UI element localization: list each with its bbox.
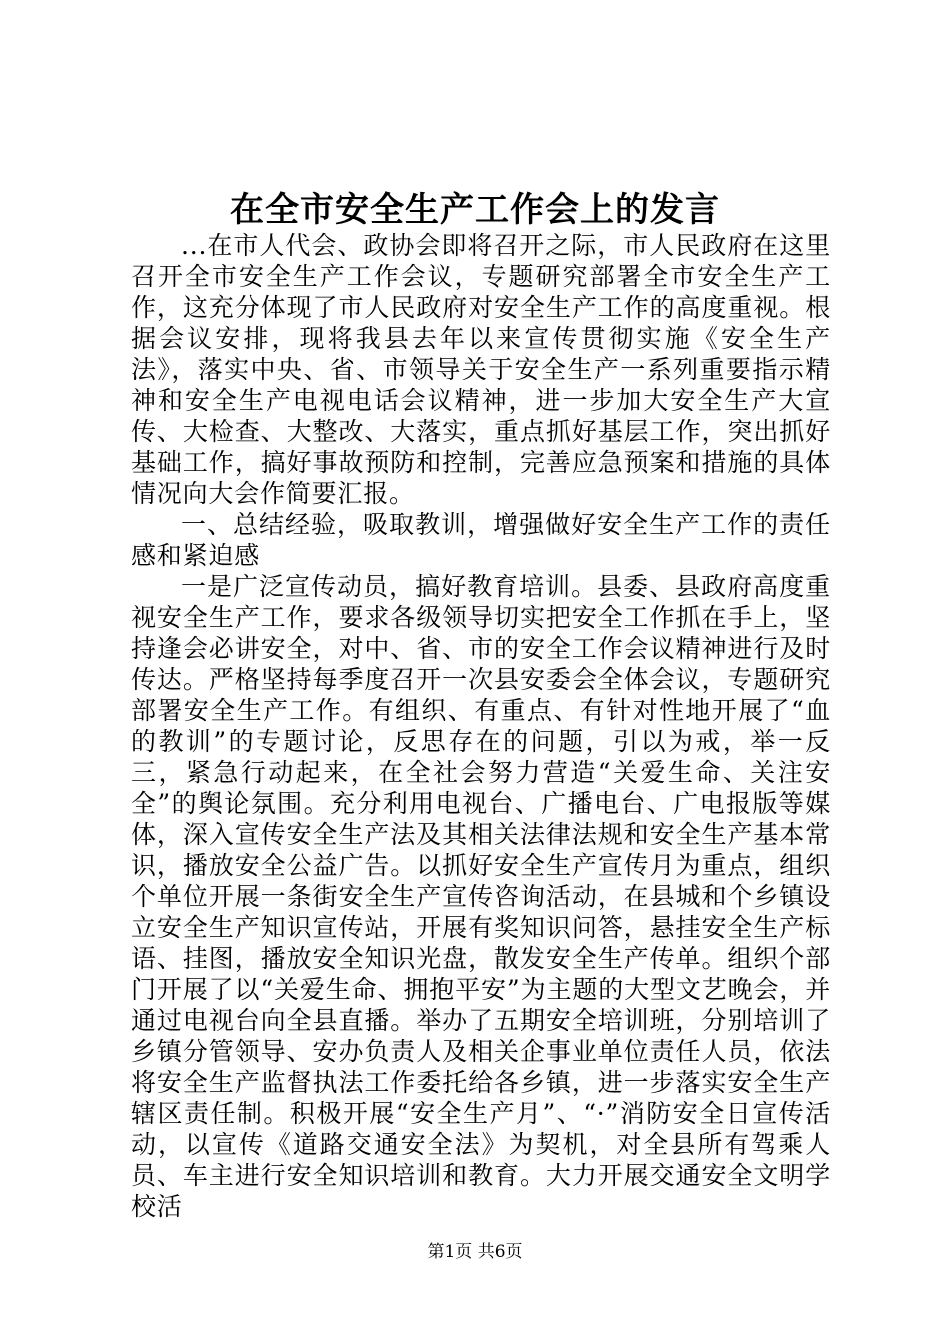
document-body [131,230,831,1222]
page-footer: 第1页 共6页 [427,1242,523,1262]
body-paragraph: 一是广泛宣传动员，搞好教育培训。县委、县政府高度重视安全生产工作，要求各级领导切实把安全工作抓在手上，坚持逢会必讲安全，对中、省、市的安全工作会议精神进行及时传达。严格坚持每季度召开一次县安委会全体会议，专题研究部署安全生产工作。有组织、有重点、有针对性地开展了“血的教训”的专题讨论，反思存在的问题，引以为戒，举一反三，紧急行动起来，在全社会努力营造“关爱生命、关注安全”的舆论氛围。充分利用电视台、广播电台、广电报版等媒体，深入宣传安全生产法及其相关法律法规和安全生产基本常识，播放安全公益广告。以抓好安全生产宣传月为重点，组织个单位开展一条街安全生产宣传咨询活动，在县城和个乡镇设立安全生产知识宣传站，开展有奖知识问答，悬挂安全生产标语、挂图，播放安全知识光盘，散发安全生产传单。组织个部门开展了以“关爱生命、拥抱平安”为主题的大型文艺晚会，并通过电视台向全县直播。举办了五期安全培训班，分别培训了乡镇分管领导、安办负责人及相关企事业单位责任人员，依法将安全生产监督执法工作委托给各乡镇，进一步落实安全生产辖区责任制。积极开展“安全生产月”、“·”消防安全日宣传活动，以宣传《道路交通安全法》为契机，对全县所有驾乘人员、车主进行安全知识培训和教育。大力开展交通安全文明学校活 [131,572,831,1221]
intro-paragraph: ...在市人代会、政协会即将召开之际，市人民政府在这里召开全市安全生产工作会议，专题研究部署全市安全生产工作，这充分体现了市人民政府对安全生产工作的高度重视。根据会议安排，现将我县去年以来宣传贯彻实施《安全生产法》，落实中央、省、市领导关于安全生产一系列重要指示精神和安全生产电视电话会议精神，进一步加大安全生产大宣传、大检查、大整改、大落实，重点抓好基层工作，突出抓好基础工作，搞好事故预防和控制，完善应急预案和措施的具体情况向大会作简要汇报。 [131,231,831,508]
page-title: 在全市安全生产工作会上的发言 [230,190,720,230]
section-heading: 一、总结经验，吸取教训，增强做好安全生产工作的责任感和紧迫感 [131,510,831,570]
